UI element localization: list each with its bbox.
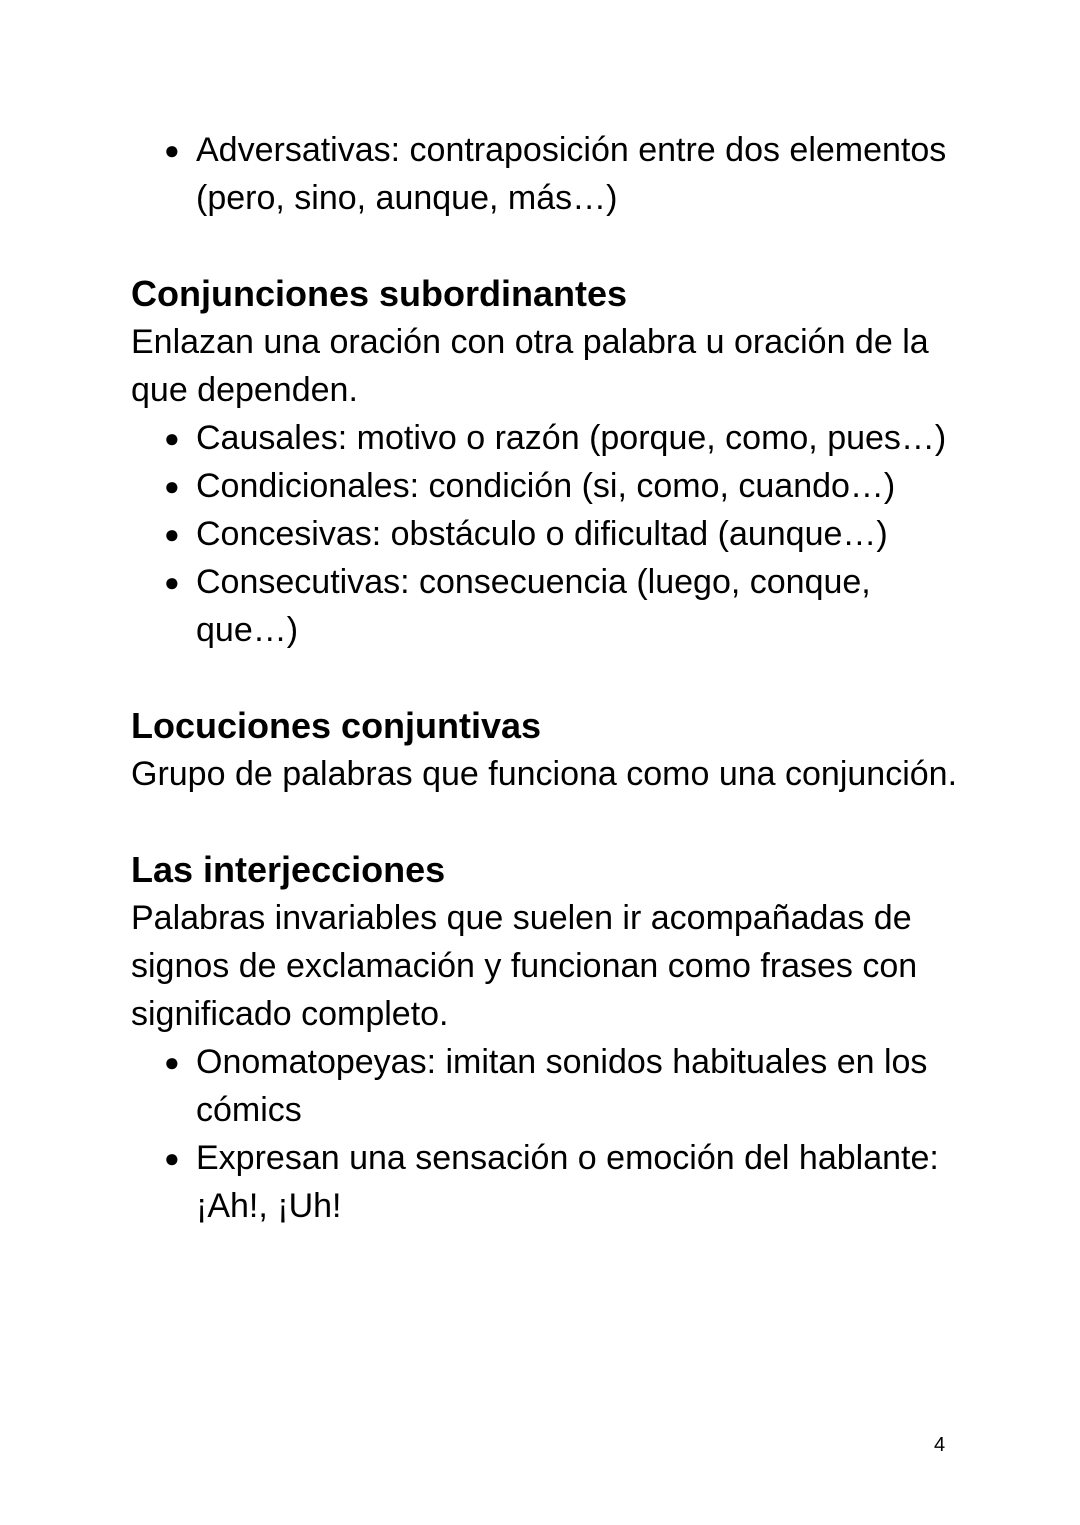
list-item-expresan: ● Expresan una sensación o emoción del hablante: ¡Ah!, ¡Uh! xyxy=(131,1134,961,1230)
section-description: Palabras invariables que suelen ir acompañadas de signos de exclamación y funcionan como frases con significado completo. xyxy=(131,899,918,1033)
interjecciones-list xyxy=(131,1038,961,1230)
list-item-onomatopeyas: ● Onomatopeyas: imitan sonidos habituales en los cómics xyxy=(131,1038,961,1134)
list-item-causales: ● Causales: motivo o razón (porque, como, pues…) xyxy=(131,414,961,462)
section-interjecciones xyxy=(131,846,961,1230)
section-title: Las interjecciones xyxy=(131,849,446,890)
subordinantes-list xyxy=(131,414,961,654)
section-title: Conjunciones subordinantes xyxy=(131,273,628,314)
section-title: Locuciones conjuntivas xyxy=(131,705,542,746)
section-conjunciones-subordinantes xyxy=(131,270,961,654)
section-locuciones-conjuntivas xyxy=(131,702,961,798)
section-description: Grupo de palabras que funciona como una conjunción. xyxy=(131,755,958,793)
adversativas-list xyxy=(131,126,961,222)
list-item-concesivas: ● Concesivas: obstáculo o dificultad (aunque…) xyxy=(131,510,961,558)
section-description: Enlazan una oración con otra palabra u oración de la que dependen. xyxy=(131,323,929,409)
document-page xyxy=(131,126,961,1230)
list-item-condicionales: ● Condicionales: condición (si, como, cuando…) xyxy=(131,462,961,510)
list-item-consecutivas: ● Consecutivas: consecuencia (luego, conque, que…) xyxy=(131,558,961,654)
list-item-adversativas: ● Adversativas: contraposición entre dos elementos (pero, sino, aunque, más…) xyxy=(131,126,961,222)
page-number: 4 xyxy=(934,1434,946,1456)
